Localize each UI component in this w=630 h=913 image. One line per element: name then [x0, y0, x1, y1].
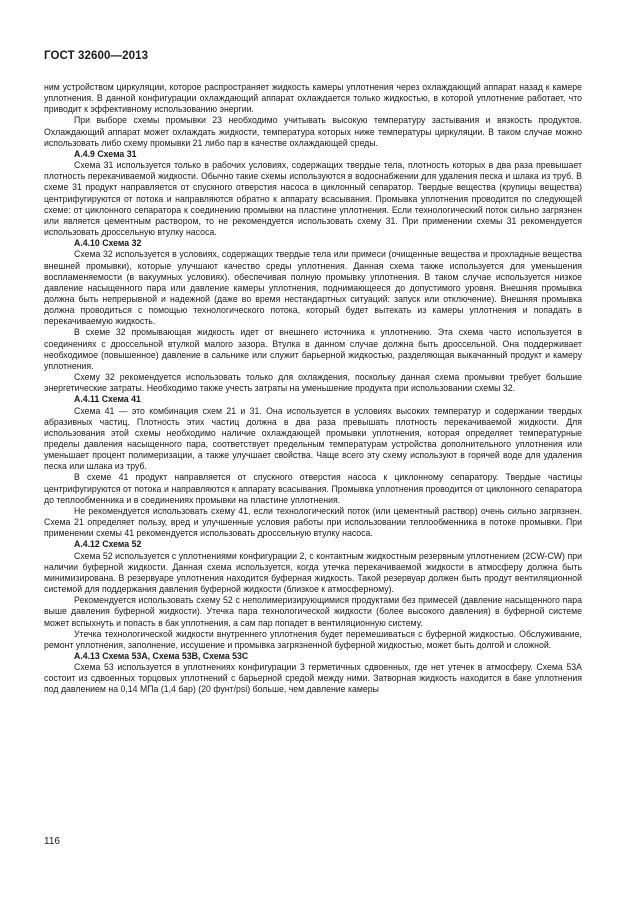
section-heading: А.4.11 Схема 41: [74, 394, 141, 405]
paragraph: Схема 41 — это комбинация схем 21 и 31. Она используется в условиях высоких температур и содержании твердых абразивных частиц. Плотность этих частиц должна в два раза превышать плотность перекачиваемой жидкости. Для использования этой схемы необходимо наличие охлаждающей промывки уплотнения, которая определяет температурные пределы давления насыщенного пара, соответствует предельным температурам устройства дополнительного уплотнения или уменьшает процент полимеризации, а также улучшает свойства. Чаще всего эту схему используют в горячей воде для удаления песка или шлака из труб.: [44, 405, 582, 472]
page-number: 116: [44, 836, 60, 847]
paragraph: Схема 53 используется в уплотнениях конфигурации 3 герметичных сдвоенных, где нет утечек в атмосферу. Схема 53А состоит из сдвоенных торцовых уплотнений с барьерной средой между ними. Затворная жидкость находится в баке уплотнения под давлением на 0,14 МПа (1,4 бар) (20 фунт/psi) больше, чем давление камеры: [44, 662, 582, 695]
paragraph: Схема 52 используется с уплотнениями конфигурации 2, с контактным жидкостным резервным уплотнением (2CW-CW) при наличии буферной жидкости. Данная схема используется, когда утечка перекачиваемой жидкости в атмосферу должна быть минимизирована. В резервуаре уплотнения находится буферная жидкость. Такой резервуар должен быть продут вентиляционной системой для поддержания давления буферной жидкости (близкое к атмосферному).: [44, 550, 582, 595]
section-heading: А.4.9 Схема 31: [74, 148, 137, 159]
section-heading: А.4.12 Схема 52: [74, 539, 142, 550]
paragraph: Рекомендуется использовать схему 52 с неполимеризирующимися продуктами без примесей (давление насыщенного пара выше давления буферной жидкости). Утечка пара технологической жидкости (более высокого давления) в буферной системе может вспыхнуть и попасть в бак уплотнения, а сам пар попадет в вентиляционную систему.: [44, 595, 582, 628]
paragraph: Не рекомендуется использовать схему 41, если технологический поток (или цементный раствор) очень сильно загрязнен. Схема 21 определяет пользу, вред и улучшенные условия работы при использовании теплообменника в потоке промывки. При применении схемы 41 рекомендуется использовать дроссельную втулку насоса.: [44, 505, 582, 539]
standard-header: ГОСТ 32600—2013: [44, 50, 149, 62]
paragraph: В схеме 41 продукт направляется от спускного отверстия насоса к циклонному сепаратору. Твердые частицы центрифугируются от потока и направляются к аппарату всасывания. Промывка уплотнения проводится от циклонного сепаратора до теплообменника и в соединениях промывки на пластине уплотнения.: [44, 472, 582, 505]
document-body: [44, 82, 582, 696]
paragraph: Схема 32 используется в условиях, содержащих твердые тела или примеси (очищенные вещества и прохладные вещества внешней промывки), которые улучшают качество среды уплотнения. Данная схема также используется для уменьшения воспламеняемости (в вакуумных условиях). обеспечивая полную промывку уплотнения. В таком случае используется низкое давление насыщенного пара или давление камеры уплотнения, поднимающееся до допустимого уровня. Внешняя промывка должна быть непрерывной и надежной (даже во время нестандартных ситуаций: запуск или отключение). Внешняя промывка должна проводиться с помощью технологического потока, который будет вытекать из камеры уплотнения и попадать в перекачиваемую жидкость.: [44, 249, 582, 327]
paragraph: В схеме 32 промывающая жидкость идет от внешнего источника к уплотнению. Эта схема часто используется в соединениях с дроссельной втулкой малого зазора. Втулка в данном случае должна быть дроссельной. Она поддерживает необходимое (повышенное) давление в сальнике или служит барьерной жидкостью, разделяющая выкачанный продукт и камеру уплотнения.: [44, 327, 582, 371]
paragraph: Схему 32 рекомендуется использовать только для охлаждения, поскольку данная схема промывки требует большие энергетические затраты. Необходимо также учесть затраты на уменьшение продукта при использовании схемы 32.: [44, 372, 582, 394]
section-heading: А.4.13 Схема 53А, Схема 53В, Схема 53С: [74, 650, 249, 661]
paragraph: ним устройством циркуляции, которое распространяет жидкость камеры уплотнения через охлаждающий аппарат назад к камере уплотнения. В данной конфигурации охлаждающий аппарат охлаждается только жидкостью, в которой уплотнение работает, что приводит к эффективному использованию энергии.: [44, 82, 582, 115]
section-heading: А.4.10 Схема 32: [74, 238, 142, 249]
paragraph: Утечка технологической жидкости внутреннего уплотнения будет перемешиваться с буферной жидкостью. Обслуживание, ремонт уплотнения, заполнение, иссушение и промывка загрязненной буферной жидкостью, может быть долгой и сложной.: [44, 628, 582, 650]
paragraph: При выборе схемы промывки 23 необходимо учитывать высокую температуру застывания и вязкость продуктов. Охлаждающий аппарат может охлаждать жидкости, температура которых ниже температуры циркуляции. В таком случае можно использовать либо схему промывки 21 либо пар в качестве охлаждающей среды.: [44, 115, 582, 148]
paragraph: Схема 31 используется только в рабочих условиях, содержащих твердые тела, плотность которых в два раза превышает плотность перекачиваемой жидкости. Обычно такие схемы используются в водоснабжении для удаления песка и шлака из труб. В схеме 31 продукт направляется от спускного отверстия насоса в циклонный сепаратор. Твердые вещества (крупицы вещества) центрифугируются от потока и направляются обратно к аппарату всасывания. Промывка уплотнения проводится по следующей схеме: от циклонного сепаратора к соединению промывки на пластине уплотнения. Если технологический поток сильно загрязнен или является цементным раствором, то не рекомендуется использовать схему 31. При применении схемы 31 рекомендуется использовать дроссельную втулку насоса.: [44, 160, 582, 238]
